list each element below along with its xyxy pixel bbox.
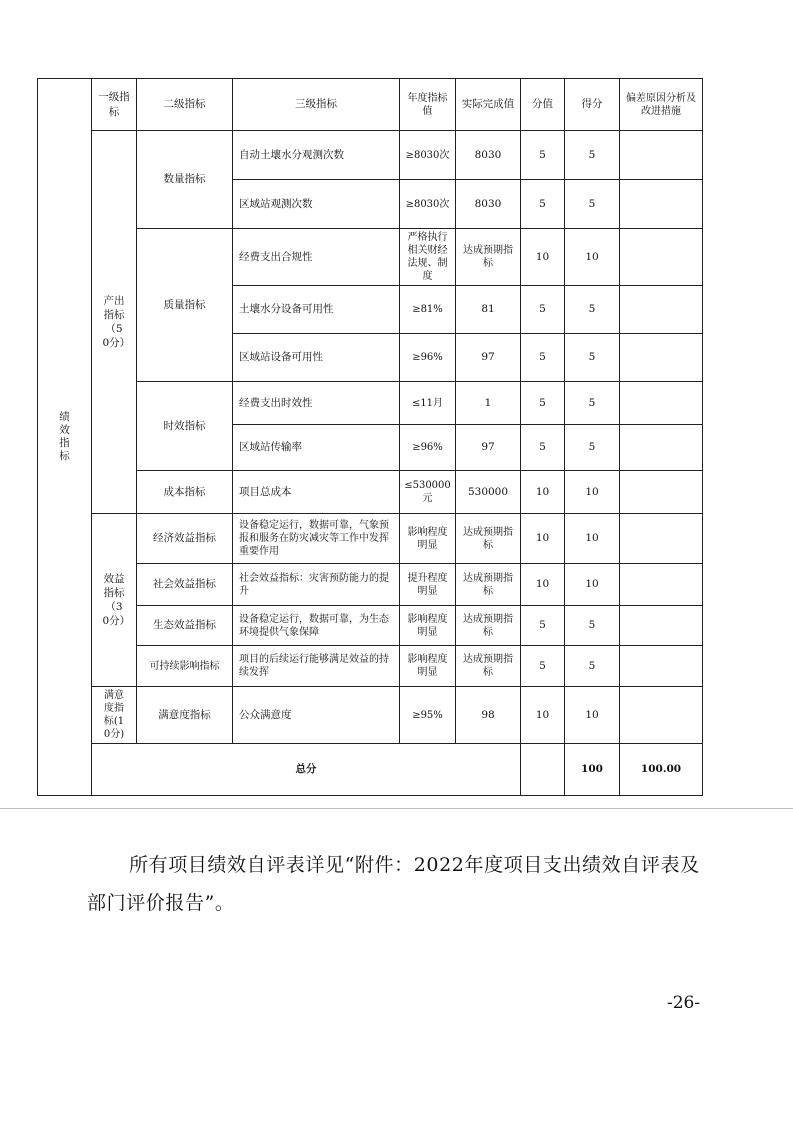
table-row (38, 229, 703, 286)
metric-weight: 5 (521, 646, 565, 687)
metric-score: 5 (565, 180, 620, 229)
metric-target: 提升程度明显 (400, 564, 456, 606)
benefit-group-cell (92, 514, 137, 687)
category-cell (38, 79, 92, 796)
benefit-group-label: 效益指标（30分） (102, 572, 131, 628)
metric-target: 影响程度明显 (400, 514, 456, 564)
metric-reason (620, 564, 703, 606)
metric-target: 严格执行相关财经法规、制度 (400, 229, 456, 286)
sustainable-label: 可持续影响指标 (137, 646, 233, 687)
quantity-label: 数量指标 (137, 131, 233, 229)
performance-table (37, 78, 703, 796)
table-row (38, 687, 703, 744)
metric-weight: 5 (521, 606, 565, 646)
metric-reason (620, 471, 703, 514)
metric-reason (620, 131, 703, 180)
metric-target: ≥8030次 (400, 180, 456, 229)
metric-actual: 8030 (456, 131, 521, 180)
metric-weight: 5 (521, 131, 565, 180)
metric-actual: 达成预期指标 (456, 229, 521, 286)
table-header-row (38, 79, 703, 131)
page-divider (0, 808, 793, 809)
metric-weight: 10 (521, 229, 565, 286)
satisfaction-group-cell (92, 687, 137, 744)
table-row (38, 564, 703, 606)
metric-name: 经费支出时效性 (233, 382, 400, 425)
economic-label: 经济效益指标 (137, 514, 233, 564)
table-row (38, 646, 703, 687)
metric-target: ≥96% (400, 425, 456, 471)
metric-score: 10 (565, 229, 620, 286)
metric-actual: 达成预期指标 (456, 514, 521, 564)
social-label: 社会效益指标 (137, 564, 233, 606)
metric-name: 自动土壤水分观测次数 (233, 131, 400, 180)
metric-weight: 5 (521, 180, 565, 229)
metric-score: 10 (565, 471, 620, 514)
metric-score: 5 (565, 646, 620, 687)
metric-name: 土壤水分设备可用性 (233, 286, 400, 334)
output-group-label: 产出指标（50分） (102, 294, 131, 350)
metric-name: 区域站设备可用性 (233, 334, 400, 382)
metric-score: 5 (565, 286, 620, 334)
metric-target: 影响程度明显 (400, 606, 456, 646)
metric-name: 区域站传输率 (233, 425, 400, 471)
metric-weight: 5 (521, 334, 565, 382)
metric-name: 区域站观测次数 (233, 180, 400, 229)
metric-score: 10 (565, 687, 620, 744)
metric-name: 设备稳定运行，数据可靠，为生态环境提供气象保障 (233, 606, 400, 646)
header-score: 得分 (565, 79, 620, 131)
metric-actual: 1 (456, 382, 521, 425)
body-paragraph: 所有项目绩效自评表详见“附件：2022年度项目支出绩效自评表及部门评价报告”。 (87, 854, 700, 914)
total-score: 100.00 (620, 744, 703, 796)
metric-weight: 10 (521, 514, 565, 564)
satisfaction-group-label: 满意度指标(10分) (103, 690, 125, 740)
metric-score: 5 (565, 334, 620, 382)
metric-name: 公众满意度 (233, 687, 400, 744)
metric-name: 经费支出合规性 (233, 229, 400, 286)
header-target: 年度指标值 (400, 79, 456, 131)
performance-table-container (37, 78, 703, 796)
metric-target: 影响程度明显 (400, 646, 456, 687)
metric-name: 项目总成本 (233, 471, 400, 514)
header-weight: 分值 (521, 79, 565, 131)
metric-weight: 10 (521, 687, 565, 744)
total-label: 总分 (92, 744, 521, 796)
metric-score: 5 (565, 606, 620, 646)
header-level2: 二级指标 (137, 79, 233, 131)
metric-reason (620, 229, 703, 286)
metric-weight: 5 (521, 425, 565, 471)
metric-actual: 8030 (456, 180, 521, 229)
category-label: 绩效指标 (59, 410, 70, 463)
metric-actual: 530000 (456, 471, 521, 514)
metric-reason (620, 425, 703, 471)
header-actual: 实际完成值 (456, 79, 521, 131)
cost-label: 成本指标 (137, 471, 233, 514)
satisfaction-label: 满意度指标 (137, 687, 233, 744)
metric-actual: 98 (456, 687, 521, 744)
header-level3: 三级指标 (233, 79, 400, 131)
table-row (38, 131, 703, 180)
page-number: -26- (667, 993, 701, 1013)
quality-label: 质量指标 (137, 229, 233, 382)
table-row (38, 471, 703, 514)
ecological-label: 生态效益指标 (137, 606, 233, 646)
metric-actual: 97 (456, 425, 521, 471)
table-row (38, 606, 703, 646)
metric-score: 5 (565, 382, 620, 425)
table-row (38, 382, 703, 425)
metric-actual: 达成预期指标 (456, 564, 521, 606)
metric-reason (620, 646, 703, 687)
total-row (38, 744, 703, 796)
metric-actual: 达成预期指标 (456, 646, 521, 687)
metric-actual: 97 (456, 334, 521, 382)
metric-target: ≥95% (400, 687, 456, 744)
metric-actual: 达成预期指标 (456, 606, 521, 646)
metric-score: 5 (565, 131, 620, 180)
metric-name: 设备稳定运行，数据可靠，气象预报和服务在防灾减灾等工作中发挥重要作用 (233, 514, 400, 564)
metric-reason (620, 382, 703, 425)
header-level1: 一级指标 (92, 79, 137, 131)
metric-name: 项目的后续运行能够满足效益的持续发挥 (233, 646, 400, 687)
metric-reason (620, 606, 703, 646)
metric-weight: 5 (521, 286, 565, 334)
metric-target: ≥8030次 (400, 131, 456, 180)
total-actual (521, 744, 565, 796)
metric-reason (620, 687, 703, 744)
metric-weight: 10 (521, 564, 565, 606)
table-row (38, 514, 703, 564)
metric-actual: 81 (456, 286, 521, 334)
metric-reason (620, 180, 703, 229)
timeliness-label: 时效指标 (137, 382, 233, 471)
metric-target: ≥96% (400, 334, 456, 382)
metric-target: ≤11月 (400, 382, 456, 425)
metric-score: 5 (565, 425, 620, 471)
metric-reason (620, 514, 703, 564)
metric-score: 10 (565, 564, 620, 606)
metric-reason (620, 286, 703, 334)
metric-name: 社会效益指标：灾害预防能力的提升 (233, 564, 400, 606)
total-weight: 100 (565, 744, 620, 796)
metric-target: ≤530000元 (400, 471, 456, 514)
metric-score: 10 (565, 514, 620, 564)
header-reason: 偏差原因分析及改进措施 (620, 79, 703, 131)
metric-weight: 10 (521, 471, 565, 514)
metric-target: ≥81% (400, 286, 456, 334)
metric-reason (620, 334, 703, 382)
output-group-cell (92, 131, 137, 514)
metric-weight: 5 (521, 382, 565, 425)
